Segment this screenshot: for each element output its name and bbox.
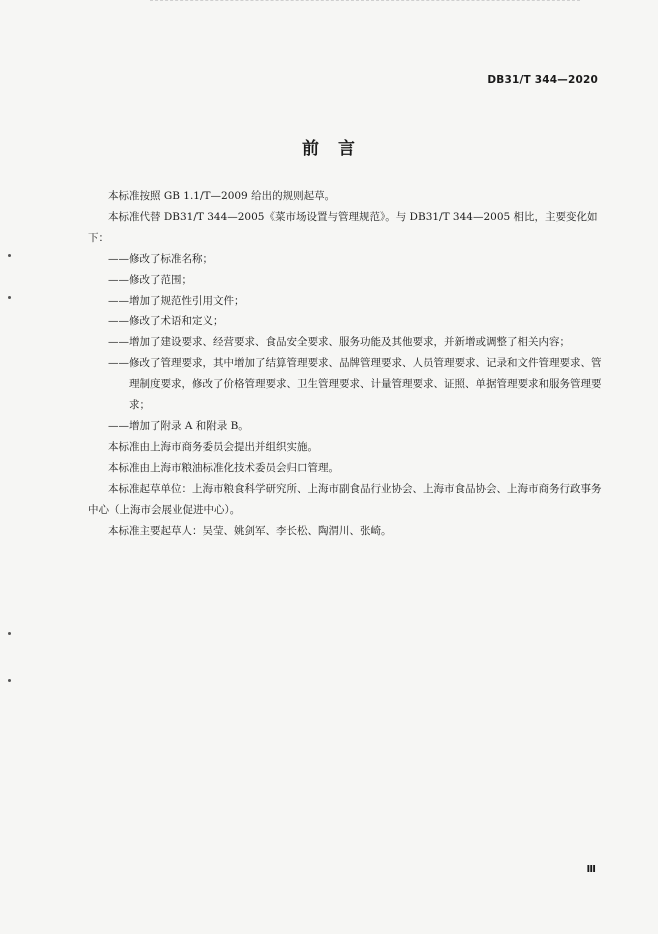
change-item-text: 修改了标准名称； xyxy=(129,252,213,265)
dash-marker: —— xyxy=(108,315,129,328)
dash-marker: —— xyxy=(108,294,129,307)
top-edge-rule xyxy=(150,0,580,1)
committee-paragraph: 本标准由上海市粮油标准化技术委员会归口管理。 xyxy=(108,461,339,474)
foreword-body xyxy=(88,186,603,541)
dash-marker: —— xyxy=(108,252,129,265)
dash-marker: —— xyxy=(108,357,129,370)
dash-marker: —— xyxy=(108,273,129,286)
change-item xyxy=(88,311,603,332)
change-item-text: 修改了管理要求，其中增加了结算管理要求、品牌管理要求、人员管理要求、记录和文件管理要求、管理制度要求，修改了价格管理要求、卫生管理要求、计量管理要求、证照、单据管理要求和服务管理要求； xyxy=(129,357,602,412)
change-item xyxy=(88,353,603,416)
change-item xyxy=(88,291,603,312)
scan-speck xyxy=(8,632,11,635)
drafters-paragraph: 本标准主要起草人：吴莹、姚剑军、李长松、陶渭川、张崎。 xyxy=(108,524,392,537)
proposer-paragraph: 本标准由上海市商务委员会提出并组织实施。 xyxy=(108,440,318,453)
dash-marker: —— xyxy=(108,336,129,349)
scan-speck xyxy=(8,296,11,299)
change-item xyxy=(88,249,603,270)
change-item xyxy=(88,416,603,437)
intro-paragraph-drafting-rules: 本标准按照 GB 1.1/T—2009 给出的规则起草。 xyxy=(108,190,336,202)
change-item xyxy=(88,332,603,353)
change-item-text: 增加了建设要求、经营要求、食品安全要求、服务功能及其他要求，并新增或调整了相关内容； xyxy=(129,336,570,349)
dash-marker: —— xyxy=(108,419,129,432)
scan-speck xyxy=(8,254,11,257)
change-item-text: 增加了附录 A 和附录 B。 xyxy=(129,419,249,432)
page-number: Ⅲ xyxy=(586,864,596,875)
change-item-text: 增加了规范性引用文件； xyxy=(129,294,245,307)
page-title: 前 言 xyxy=(302,139,356,159)
change-item-text: 修改了术语和定义； xyxy=(129,315,224,328)
intro-paragraph-replaces: 本标准代替 DB31/T 344—2005《菜市场设置与管理规范》。与 DB31/T 344—2005 相比，主要变化如下： xyxy=(88,210,598,244)
scan-speck xyxy=(8,679,11,682)
change-item-text: 修改了范围； xyxy=(129,273,192,286)
standard-code: DB31/T 344—2020 xyxy=(487,74,598,86)
drafting-units-paragraph: 本标准起草单位：上海市粮食科学研究所、上海市副食品行业协会、上海市食品协会、上海市商务行政事务中心（上海市会展业促进中心）。 xyxy=(88,482,602,516)
change-item xyxy=(88,270,603,291)
